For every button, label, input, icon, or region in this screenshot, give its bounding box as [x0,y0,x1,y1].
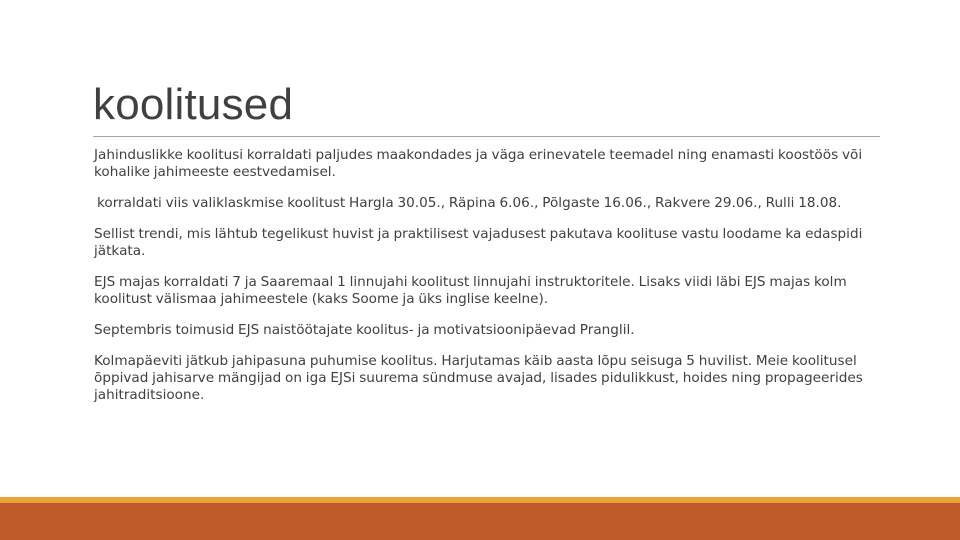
paragraph-horn-training: Kolmapäeviti jätkub jahipasuna puhumise koolitus. Harjutamas käib aasta lõpu seisuga 5 huvilist. Meie koolitusel õppivad jahisarve mängijad on iga EJSi suurema sündmuse avajad, lisades pidulikkust, hoides ning propageerides jahitraditsioone. [94,353,863,403]
footer-accent-bar [0,503,960,540]
slide-title: koolitused [93,80,294,129]
paragraph-trainings-overview: Jahinduslikke koolitusi korraldati paljudes maakondades ja väga erinevatele teemadel ning enamasti koostöös või kohalike jahimeeste eestvedamisel. [94,147,863,180]
slide-body [94,147,884,418]
paragraph-shooting-trainings: korraldati viis valiklaskmise koolitust Hargla 30.05., Räpina 6.06., Põlgaste 16.06., Rakvere 29.06., Rulli 18.08. [97,195,842,211]
title-divider [93,136,880,137]
paragraph-bird-hunting-trainings: EJS majas korraldati 7 ja Saaremaal 1 linnujahi koolitust linnujahi instruktoritele. Lisaks viidi läbi EJS majas kolm koolitust välismaa jahimeestele (kaks Soome ja üks inglise keelne). [94,274,847,307]
paragraph-staff-training: Septembris toimusid EJS naistöötajate koolitus- ja motivatsioonipäevad Pranglil. [94,322,635,338]
paragraph-trend: Sellist trendi, mis lähtub tegelikust huvist ja praktilisest vajadusest pakutava koolituse vastu loodame ka edaspidi jätkata. [94,226,863,259]
